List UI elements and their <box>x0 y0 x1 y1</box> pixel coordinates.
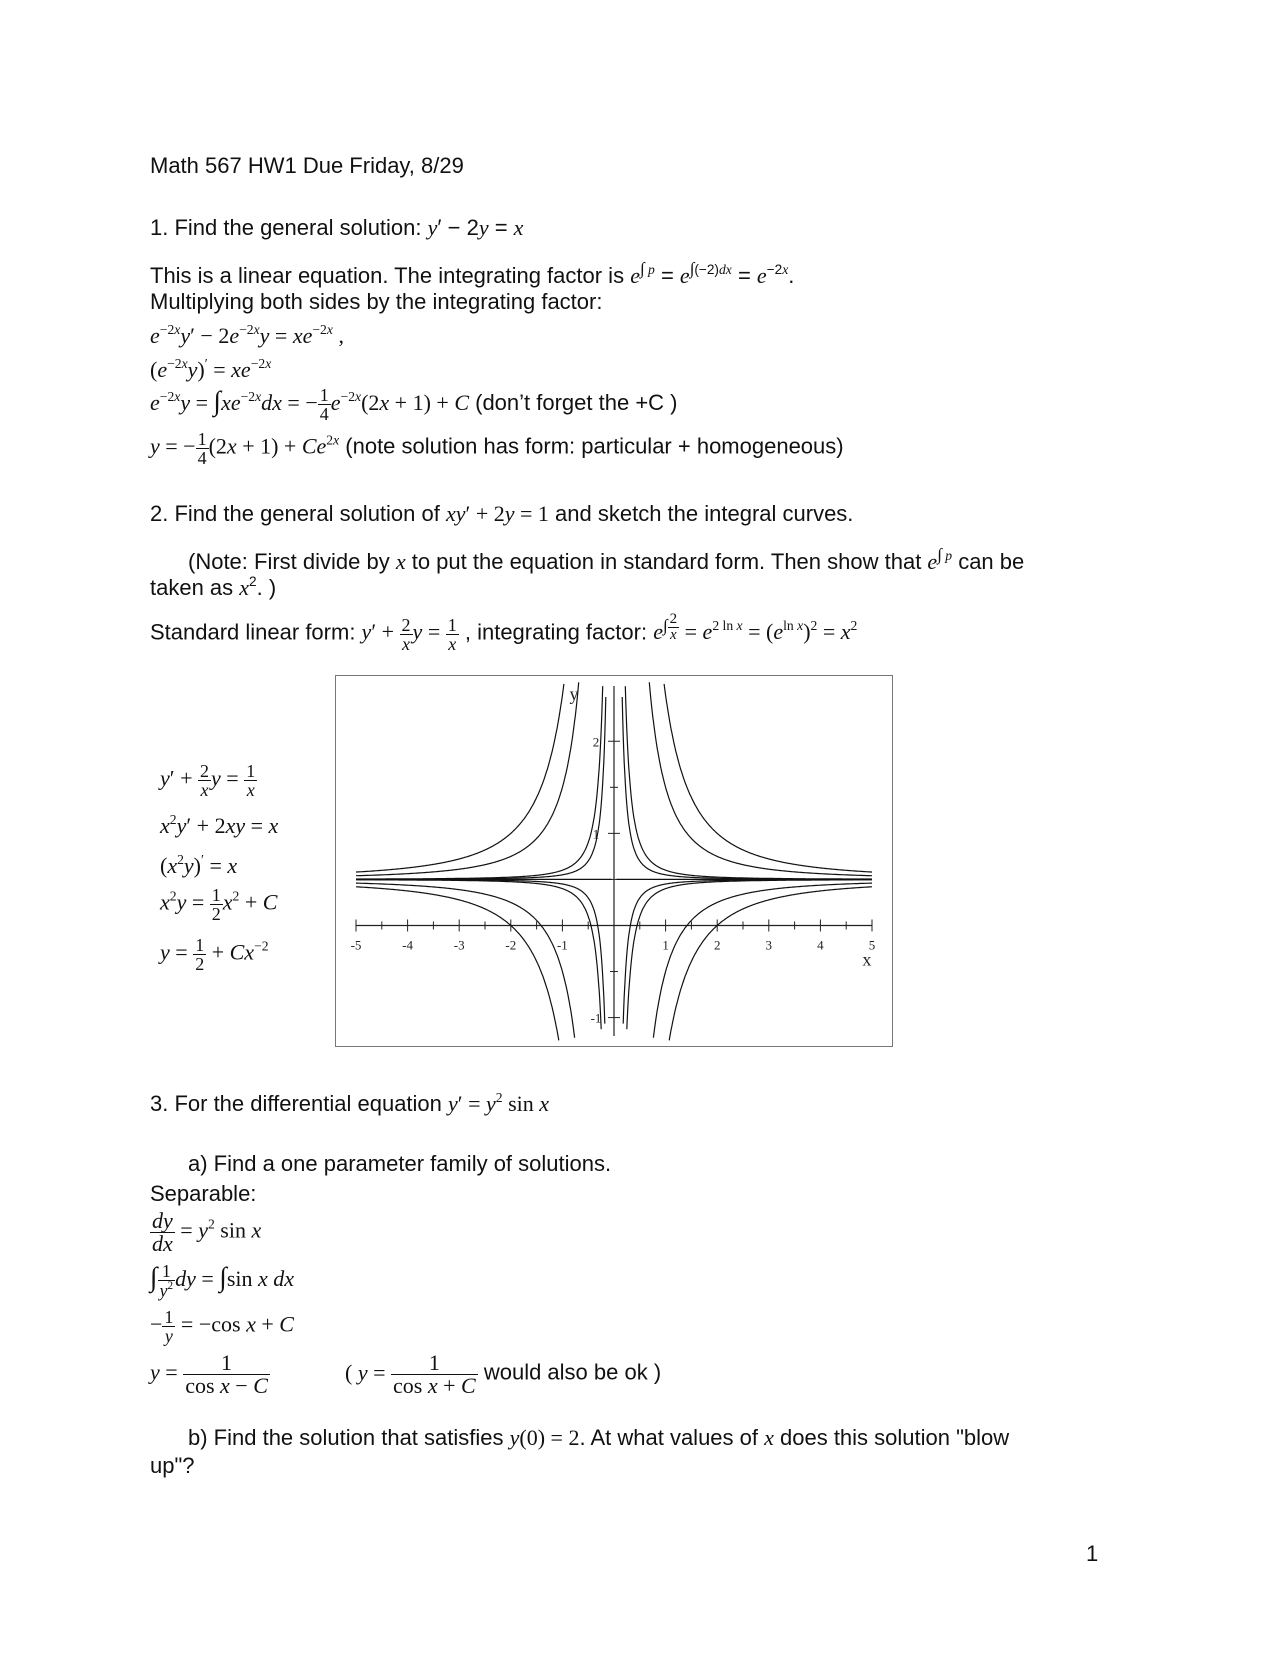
integral-curve <box>625 686 872 879</box>
problem-1-multiplying: Multiplying both sides by the integrating factor: <box>150 289 603 314</box>
problem-3a-question: a) Find a one parameter family of solutions. <box>188 1151 612 1176</box>
problem-2-note-line-2: taken as $x^2$. ) <box>150 574 277 600</box>
x-tick-label: 1 <box>662 937 669 953</box>
integral-curve <box>627 880 872 1029</box>
integral-curve <box>669 887 872 1041</box>
derivation-line-4: $x^2y$ = $\frac{1}{2}$ $x^2 + C$ <box>160 885 278 924</box>
problem-2-note-e: . ) <box>256 574 277 600</box>
x-tick-label: -5 <box>350 937 362 953</box>
problem-2-note-c: can be <box>952 548 1025 574</box>
problem-2-text-b: and sketch the integral curves. <box>548 501 854 526</box>
problem-2-standard-form: Standard linear form: y′ + $\frac{2}{x}$ y = $\frac{1}{x}$ , integrating factor: $e^{\int \frac{2}{x}}$ = $e^{2 ln x} = (e^{ln x})^2 = x^2$ <box>150 611 858 654</box>
integral-curve <box>356 883 575 1038</box>
y-tick-label: -1 <box>590 1010 602 1026</box>
integral-curve <box>664 684 872 872</box>
problem-1-solution: y = − $\frac{1}{4}$ $(2x + 1) + Ce^{2x}$ (note solution has form: particular + homogeneous) <box>150 429 844 468</box>
problem-1-step-3: $e^{-2x}y = \int xe^{-2x}dx$ = − $\frac{1}{4}$ $e^{-2x}(2x + 1) + C$ (don’t forget the +C ) <box>150 385 678 425</box>
problem-1-integrating-factor: This is a linear equation. The integrating factor is $e^{\int p} = e^{\int(-2)dx} = e^{-2x}$. <box>150 259 795 288</box>
problem-1-note-form: (note solution has form: particular + homogeneous) <box>339 433 844 459</box>
problem-2-note-a: (Note: First divide by <box>188 548 396 574</box>
y-tick-label: 1 <box>592 826 600 842</box>
integral-curves-plot <box>336 676 892 1046</box>
problem-2-text-a: 2. Find the general solution of <box>150 501 446 526</box>
x-tick-label: 5 <box>868 937 876 953</box>
problem-3b-line-1: b) Find the solution that satisfies y(0) = 2. At what values of x does this solution "blow <box>188 1425 1010 1450</box>
x-tick-label: -1 <box>556 937 568 953</box>
separable-line-3: − $\frac{1}{y}$ = −cos x + C <box>150 1307 294 1346</box>
problem-1-note-c: (don’t forget the +C ) <box>469 390 678 415</box>
y-axis-label: y <box>569 683 579 704</box>
integral-curve <box>356 682 579 875</box>
integral-curves-graph <box>335 675 893 1047</box>
problem-3b-text-b: . At what values of <box>579 1425 765 1450</box>
integral-curve <box>356 684 564 872</box>
problem-3-separable: Separable: <box>150 1181 257 1206</box>
separable-solution: y = $\frac{1}{\text{cos x − C}}$ <box>150 1350 268 1398</box>
x-tick-label: -3 <box>453 937 465 953</box>
x-tick-label: -4 <box>402 937 414 953</box>
problem-2-note-line-1: (Note: First divide by x to put the equation in standard form. Then show that $e^{\int p}$ can be <box>188 545 1025 574</box>
derivation-line-5: y = $\frac{1}{2}$ + $Cx^{-2}$ <box>160 935 269 974</box>
integral-curve <box>356 880 601 1029</box>
problem-3b-line-2: up"? <box>150 1453 195 1478</box>
problem-1-intro: This is a linear equation. The integrating factor is <box>150 262 631 288</box>
separable-line-2: ∫ $\frac{1}{y^2}$ dy = ∫sin x dx <box>150 1261 295 1301</box>
integral-curve <box>623 880 872 1024</box>
integral-curve <box>356 887 559 1041</box>
x-tick-label: -2 <box>505 937 517 953</box>
problem-1-question: 1. Find the general solution: y′ − 2y = x <box>150 215 524 240</box>
problem-1-step-1: $e^{-2x}y' - 2e^{-2x}y = xe^{-2x}$ , <box>150 322 344 348</box>
page-title: Math 567 HW1 Due Friday, 8/29 <box>150 153 464 178</box>
problem-1-text: 1. Find the general solution: <box>150 215 428 240</box>
integral-curve <box>649 682 872 875</box>
problem-2-std-text: Standard linear form: <box>150 619 362 645</box>
separable-line-1: $\frac{dy}{dx}$ = $y^2$ sin x <box>152 1208 262 1256</box>
x-tick-label: 3 <box>765 937 773 953</box>
integral-curve <box>653 883 872 1038</box>
alternative-tail: would also be ok ) <box>477 1359 662 1385</box>
x-tick-label: 2 <box>713 937 721 953</box>
problem-1-step-2: $(e^{-2x}y)' = xe^{-2x}$ <box>150 356 272 382</box>
problem-3-question: 3. For the differential equation $y' = y^2$ sin x <box>150 1090 550 1116</box>
problem-3b-text-a: b) Find the solution that satisfies <box>188 1425 510 1450</box>
x-axis-label: x <box>862 949 872 970</box>
problem-3b-text-c: does this solution "blow <box>773 1425 1010 1450</box>
derivation-line-1: y′ + $\frac{2}{x}$ y = $\frac{1}{x}$ <box>160 761 256 800</box>
problem-2-if-text: , integrating factor: <box>464 619 654 645</box>
problem-2-note-b: to put the equation in standard form. Then show that <box>405 548 928 574</box>
x-tick-label: 4 <box>817 937 824 953</box>
problem-2-note-d: taken as <box>150 574 240 600</box>
y-tick-label: 2 <box>592 734 600 750</box>
page-number: 1 <box>1086 1541 1099 1566</box>
problem-2-question: 2. Find the general solution of xy′ + 2y = 1 and sketch the integral curves. <box>150 501 854 526</box>
alternative-solution: ( y = $\frac{1}{\text{cos x + C}}$ would also be ok ) <box>345 1350 662 1398</box>
derivation-line-2: $x^2y' + 2xy = x$ <box>160 812 279 838</box>
integral-curve <box>356 683 603 879</box>
problem-3-text: 3. For the differential equation <box>150 1090 449 1116</box>
derivation-line-3: $(x^2y)' = x$ <box>160 852 238 878</box>
